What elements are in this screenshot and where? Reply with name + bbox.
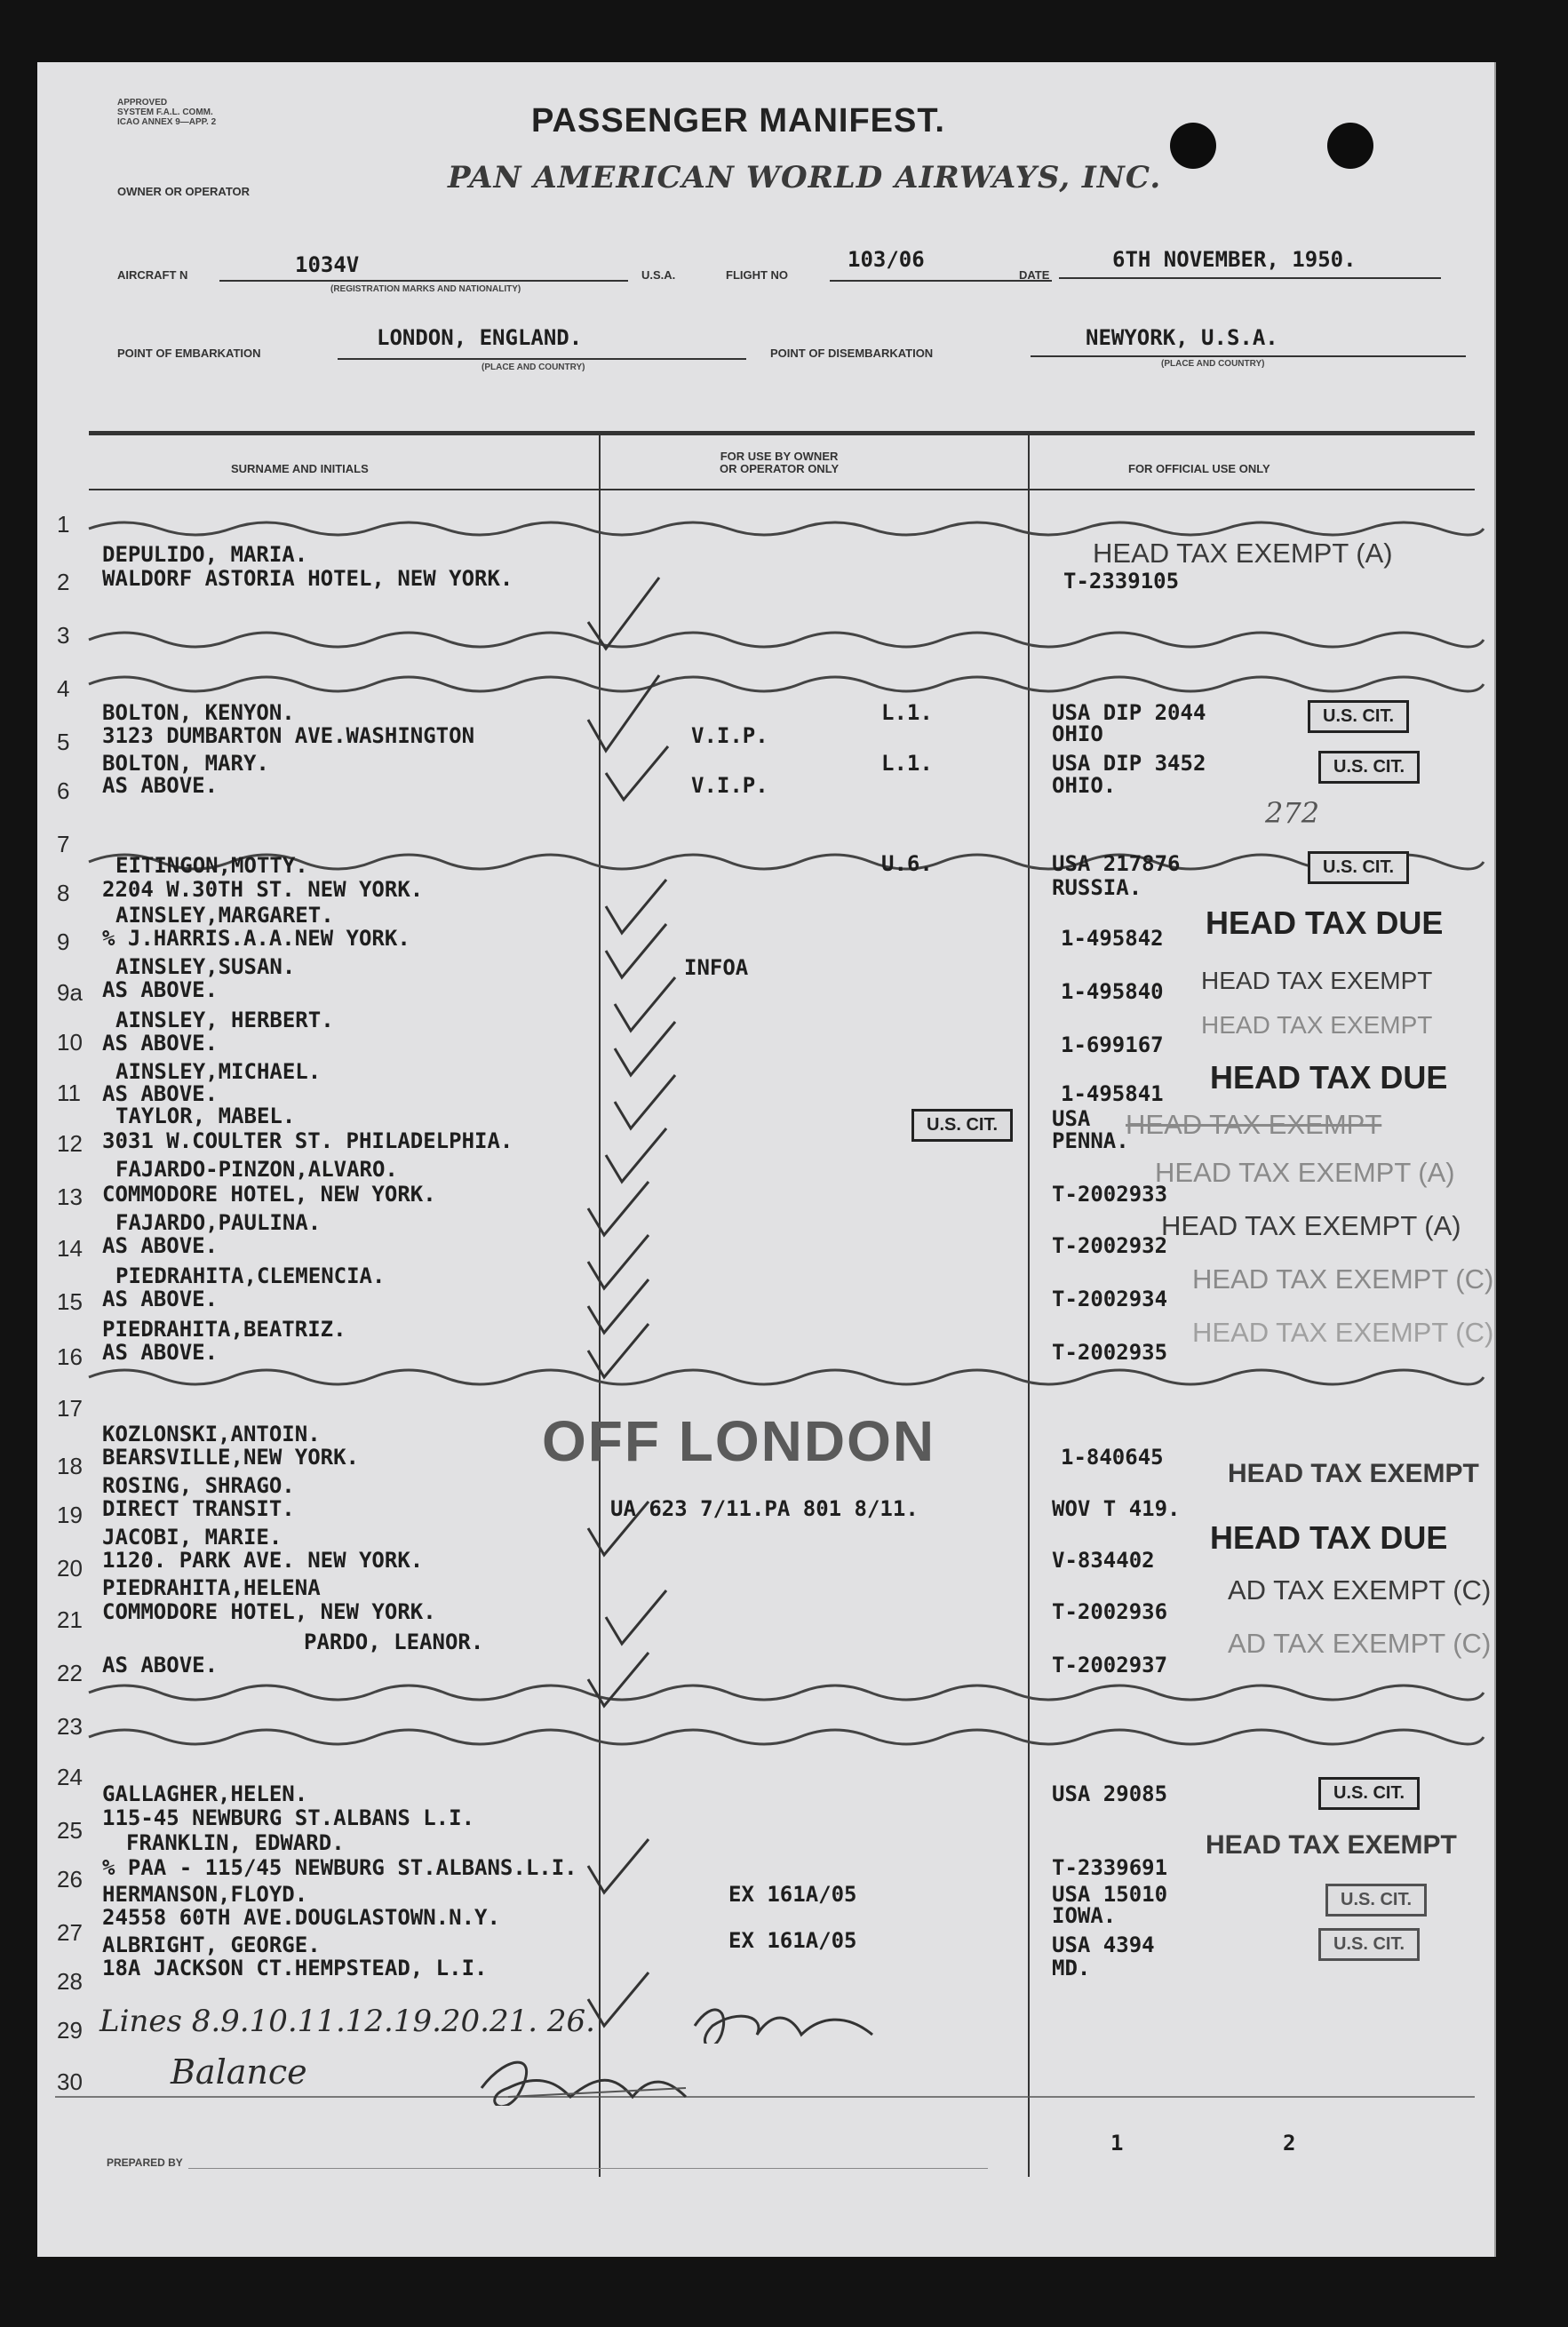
passenger-name: EITINGON,MOTTY. bbox=[115, 853, 308, 878]
operator-note: L.1. bbox=[881, 751, 933, 776]
operator-note: V.I.P. bbox=[691, 773, 768, 798]
passenger-address: DIRECT TRANSIT. bbox=[102, 1496, 295, 1521]
handwritten-note: Lines 8.9.10.11.12.19.20.21. 26. bbox=[99, 2004, 595, 2039]
passenger-name: PIEDRAHITA,HELENA bbox=[102, 1575, 321, 1600]
passenger-name: AINSLEY,MICHAEL. bbox=[115, 1059, 322, 1084]
passenger-address: % J.HARRIS.A.A.NEW YORK. bbox=[102, 926, 410, 951]
passenger-name: AINSLEY,MARGARET. bbox=[115, 903, 334, 928]
official-entry: V-834402 bbox=[1052, 1548, 1155, 1573]
row-number: 8 bbox=[57, 880, 70, 906]
official-entry: RUSSIA. bbox=[1052, 875, 1142, 900]
official-entry: 1-495841 bbox=[1061, 1081, 1164, 1106]
official-entry: T-2002934 bbox=[1052, 1287, 1168, 1311]
passenger-address: COMMODORE HOTEL, NEW YORK. bbox=[102, 1599, 436, 1624]
head-tax-stamp: HEAD TAX EXEMPT bbox=[1201, 1011, 1433, 1039]
column-header-surname: SURNAME AND INITIALS bbox=[231, 462, 369, 475]
head-tax-stamp: HEAD TAX DUE bbox=[1210, 1059, 1448, 1096]
us-cit-stamp: U.S. CIT. bbox=[1308, 700, 1409, 733]
manifest-sheet bbox=[37, 62, 1496, 2257]
passenger-address: 24558 60TH AVE.DOUGLASTOWN.N.Y. bbox=[102, 1905, 500, 1930]
place-caption: (PLACE AND COUNTRY) bbox=[482, 363, 585, 372]
passenger-name: BOLTON, KENYON. bbox=[102, 700, 295, 725]
official-entry: USA 4394 bbox=[1052, 1933, 1155, 1957]
operator-note: V.I.P. bbox=[691, 723, 768, 748]
official-entry: USA 217876 bbox=[1052, 851, 1181, 876]
passenger-address: AS ABOVE. bbox=[102, 977, 219, 1002]
row-number: 27 bbox=[57, 1919, 83, 1946]
passenger-name: AINSLEY,SUSAN. bbox=[115, 954, 296, 979]
row-number: 2 bbox=[57, 569, 70, 595]
row-number: 25 bbox=[57, 1817, 83, 1844]
us-cit-stamp: U.S. CIT. bbox=[911, 1109, 1013, 1142]
official-entry: MD. bbox=[1052, 1956, 1091, 1980]
row-number: 26 bbox=[57, 1866, 83, 1893]
passenger-address: AS ABOVE. bbox=[102, 1081, 219, 1106]
passenger-address: BEARSVILLE,NEW YORK. bbox=[102, 1445, 359, 1470]
official-entry: T-2002935 bbox=[1052, 1340, 1168, 1365]
passenger-address: AS ABOVE. bbox=[102, 773, 219, 798]
official-entry: T-2002937 bbox=[1052, 1653, 1168, 1678]
operator-note: L.1. bbox=[881, 700, 933, 725]
passenger-name: PARDO, LEANOR. bbox=[304, 1630, 484, 1654]
row-number: 9 bbox=[57, 928, 70, 955]
operator-note: INFOA bbox=[684, 955, 749, 980]
row-number: 14 bbox=[57, 1235, 83, 1262]
passenger-name: FAJARDO-PINZON,ALVARO. bbox=[115, 1157, 398, 1182]
head-tax-stamp: AD TAX EXEMPT (C) bbox=[1228, 1574, 1492, 1606]
page-title: PASSENGER MANIFEST. bbox=[531, 102, 945, 139]
row-number: 3 bbox=[57, 622, 70, 649]
off-london-stamp: OFF LONDON bbox=[542, 1409, 936, 1473]
official-entry: USA DIP 3452 bbox=[1052, 751, 1206, 776]
official-entry: 1-699167 bbox=[1061, 1032, 1164, 1057]
row-number: 22 bbox=[57, 1660, 83, 1686]
approval-line: ICAO ANNEX 9—APP. 2 bbox=[117, 117, 217, 127]
us-cit-stamp: U.S. CIT. bbox=[1318, 751, 1420, 784]
passenger-address: 3123 DUMBARTON AVE.WASHINGTON bbox=[102, 723, 475, 748]
usa-label: U.S.A. bbox=[641, 268, 676, 282]
row-number: 15 bbox=[57, 1288, 83, 1315]
page-number: 1 bbox=[1110, 2131, 1124, 2156]
row-number: 24 bbox=[57, 1764, 83, 1790]
passenger-address: 2204 W.30TH ST. NEW YORK. bbox=[102, 877, 424, 902]
handwritten-number: 272 bbox=[1265, 796, 1320, 830]
passenger-address: 1120. PARK AVE. NEW YORK. bbox=[102, 1548, 424, 1573]
column-header-line: FOR USE BY OWNER bbox=[720, 450, 839, 463]
passenger-name: ALBRIGHT, GEORGE. bbox=[102, 1933, 321, 1957]
official-entry: USA 15010 bbox=[1052, 1882, 1168, 1907]
approval-line: SYSTEM F.A.L. COMM. bbox=[117, 108, 213, 117]
aircraft-value: 1034V bbox=[295, 252, 360, 277]
head-tax-stamp: HEAD TAX EXEMPT bbox=[1228, 1459, 1479, 1488]
row-number: 19 bbox=[57, 1502, 83, 1528]
passenger-name: GALLAGHER,HELEN. bbox=[102, 1781, 308, 1806]
row-number: 17 bbox=[57, 1395, 83, 1422]
flight-value: 103/06 bbox=[848, 247, 925, 272]
row-number: 20 bbox=[57, 1555, 83, 1582]
passenger-name: JACOBI, MARIE. bbox=[102, 1525, 283, 1550]
head-tax-stamp: HEAD TAX EXEMPT (A) bbox=[1161, 1210, 1461, 1241]
passenger-name: TAYLOR, MABEL. bbox=[115, 1104, 296, 1128]
aircraft-label: AIRCRAFT N bbox=[117, 268, 188, 282]
passenger-name: PIEDRAHITA,CLEMENCIA. bbox=[115, 1263, 386, 1288]
passenger-address: COMMODORE HOTEL, NEW YORK. bbox=[102, 1182, 436, 1207]
embark-label: POINT OF EMBARKATION bbox=[117, 347, 261, 360]
row-number: 16 bbox=[57, 1343, 83, 1370]
row-number: 29 bbox=[57, 2017, 83, 2044]
passenger-name: AINSLEY, HERBERT. bbox=[115, 1008, 334, 1032]
row-number: 10 bbox=[57, 1029, 83, 1056]
passenger-name: ROSING, SHRAGO. bbox=[102, 1473, 295, 1498]
column-header-official-use: FOR OFFICIAL USE ONLY bbox=[1128, 462, 1270, 475]
official-entry: T-2339691 bbox=[1052, 1855, 1168, 1880]
head-tax-stamp: HEAD TAX EXEMPT (A) bbox=[1155, 1157, 1455, 1188]
us-cit-stamp: U.S. CIT. bbox=[1318, 1777, 1420, 1810]
operator-note: EX 161A/05 bbox=[728, 1928, 857, 1953]
signature-icon bbox=[473, 2044, 757, 2106]
row-number: 30 bbox=[57, 2068, 83, 2095]
row-number: 1 bbox=[57, 511, 70, 538]
page-total: 2 bbox=[1283, 2131, 1296, 2156]
approval-line: APPROVED bbox=[117, 98, 168, 108]
official-entry: T-2339105 bbox=[1063, 569, 1180, 594]
passenger-address: AS ABOVE. bbox=[102, 1340, 219, 1365]
disembark-value: NEWYORK, U.S.A. bbox=[1086, 325, 1278, 350]
official-entry: 1-840645 bbox=[1061, 1445, 1164, 1470]
head-tax-stamp: HEAD TAX EXEMPT bbox=[1201, 967, 1433, 994]
passenger-address: WALDORF ASTORIA HOTEL, NEW YORK. bbox=[102, 566, 513, 591]
date-label: DATE bbox=[1019, 268, 1050, 282]
passenger-name: DEPULIDO, MARIA. bbox=[102, 542, 308, 567]
head-tax-stamp: AD TAX EXEMPT (C) bbox=[1228, 1628, 1492, 1659]
owner-label: OWNER OR OPERATOR bbox=[117, 185, 251, 198]
passenger-name: KOZLONSKI,ANTOIN. bbox=[102, 1422, 321, 1446]
row-number: 28 bbox=[57, 1968, 83, 1995]
official-entry: USA 29085 bbox=[1052, 1781, 1168, 1806]
official-entry: OHIO bbox=[1052, 721, 1103, 746]
flight-label: FLIGHT NO bbox=[726, 268, 789, 282]
us-cit-stamp: U.S. CIT. bbox=[1318, 1928, 1420, 1961]
column-header-line: OR OPERATOR ONLY bbox=[720, 462, 840, 475]
underline bbox=[188, 2168, 988, 2169]
passenger-address: AS ABOVE. bbox=[102, 1653, 219, 1678]
handwritten-note: Balance bbox=[171, 2052, 307, 2092]
disembark-label: POINT OF DISEMBARKATION bbox=[770, 347, 934, 360]
official-entry: 1-495840 bbox=[1061, 979, 1164, 1004]
row-number: 18 bbox=[57, 1453, 83, 1479]
head-tax-stamp: HEAD TAX EXEMPT (C) bbox=[1192, 1317, 1494, 1348]
operator-note: U.6. bbox=[881, 851, 933, 876]
head-tax-stamp: HEAD TAX EXEMPT (C) bbox=[1192, 1263, 1494, 1295]
official-entry: 1-495842 bbox=[1061, 926, 1164, 951]
official-entry: PENNA. bbox=[1052, 1128, 1129, 1153]
row-number: 4 bbox=[57, 675, 70, 702]
operator-note: UA 623 7/11.PA 801 8/11. bbox=[610, 1496, 919, 1521]
us-cit-stamp: U.S. CIT. bbox=[1325, 1884, 1427, 1917]
official-entry: WOV T 419. bbox=[1052, 1496, 1181, 1521]
place-caption: (PLACE AND COUNTRY) bbox=[1161, 359, 1265, 369]
head-tax-stamp: HEAD TAX EXEMPT bbox=[1126, 1109, 1382, 1140]
prepared-by-label: PREPARED BY bbox=[107, 2156, 183, 2169]
passenger-address: 3031 W.COULTER ST. PHILADELPHIA. bbox=[102, 1128, 513, 1153]
passenger-address: AS ABOVE. bbox=[102, 1233, 219, 1258]
row-number: 5 bbox=[57, 729, 70, 755]
head-tax-stamp: HEAD TAX DUE bbox=[1210, 1519, 1448, 1556]
official-entry: T-2002932 bbox=[1052, 1233, 1168, 1258]
operator-note: EX 161A/05 bbox=[728, 1882, 857, 1907]
row-number: 13 bbox=[57, 1183, 83, 1210]
passenger-name: HERMANSON,FLOYD. bbox=[102, 1882, 308, 1907]
registration-caption: (REGISTRATION MARKS AND NATIONALITY) bbox=[330, 284, 521, 294]
official-entry: IOWA. bbox=[1052, 1903, 1117, 1928]
passenger-name: PIEDRAHITA,BEATRIZ. bbox=[102, 1317, 346, 1342]
row-number: 12 bbox=[57, 1130, 83, 1157]
head-tax-stamp: HEAD TAX EXEMPT (A) bbox=[1093, 538, 1393, 569]
row-number: 23 bbox=[57, 1713, 83, 1740]
row-number: 11 bbox=[57, 1080, 81, 1106]
date-value: 6TH NOVEMBER, 1950. bbox=[1112, 247, 1357, 272]
row-number: 6 bbox=[57, 777, 70, 804]
passenger-name: BOLTON, MARY. bbox=[102, 751, 269, 776]
row-number: 7 bbox=[57, 831, 70, 857]
row-number: 21 bbox=[57, 1606, 83, 1633]
passenger-address: AS ABOVE. bbox=[102, 1031, 219, 1056]
head-tax-stamp: HEAD TAX EXEMPT bbox=[1206, 1830, 1457, 1860]
passenger-address: AS ABOVE. bbox=[102, 1287, 219, 1311]
official-entry: USA DIP 2044 bbox=[1052, 700, 1206, 725]
official-entry: T-2002933 bbox=[1052, 1182, 1168, 1207]
head-tax-stamp: HEAD TAX DUE bbox=[1206, 905, 1444, 941]
row-number: 9a bbox=[57, 979, 83, 1006]
signature-icon bbox=[677, 1990, 961, 2044]
us-cit-stamp: U.S. CIT. bbox=[1308, 851, 1409, 884]
official-entry: USA bbox=[1052, 1106, 1091, 1131]
official-entry: T-2002936 bbox=[1052, 1599, 1168, 1624]
airline-name: PAN AMERICAN WORLD AIRWAYS, INC. bbox=[448, 160, 1162, 195]
passenger-address: 115-45 NEWBURG ST.ALBANS L.I. bbox=[102, 1805, 475, 1830]
passenger-name: FRANKLIN, EDWARD. bbox=[126, 1830, 345, 1855]
official-entry: OHIO. bbox=[1052, 773, 1117, 798]
passenger-name: FAJARDO,PAULINA. bbox=[115, 1210, 322, 1235]
embark-value: LONDON, ENGLAND. bbox=[377, 325, 583, 350]
passenger-address: 18A JACKSON CT.HEMPSTEAD, L.I. bbox=[102, 1956, 488, 1980]
passenger-address: % PAA - 115/45 NEWBURG ST.ALBANS.L.I. bbox=[102, 1855, 577, 1880]
